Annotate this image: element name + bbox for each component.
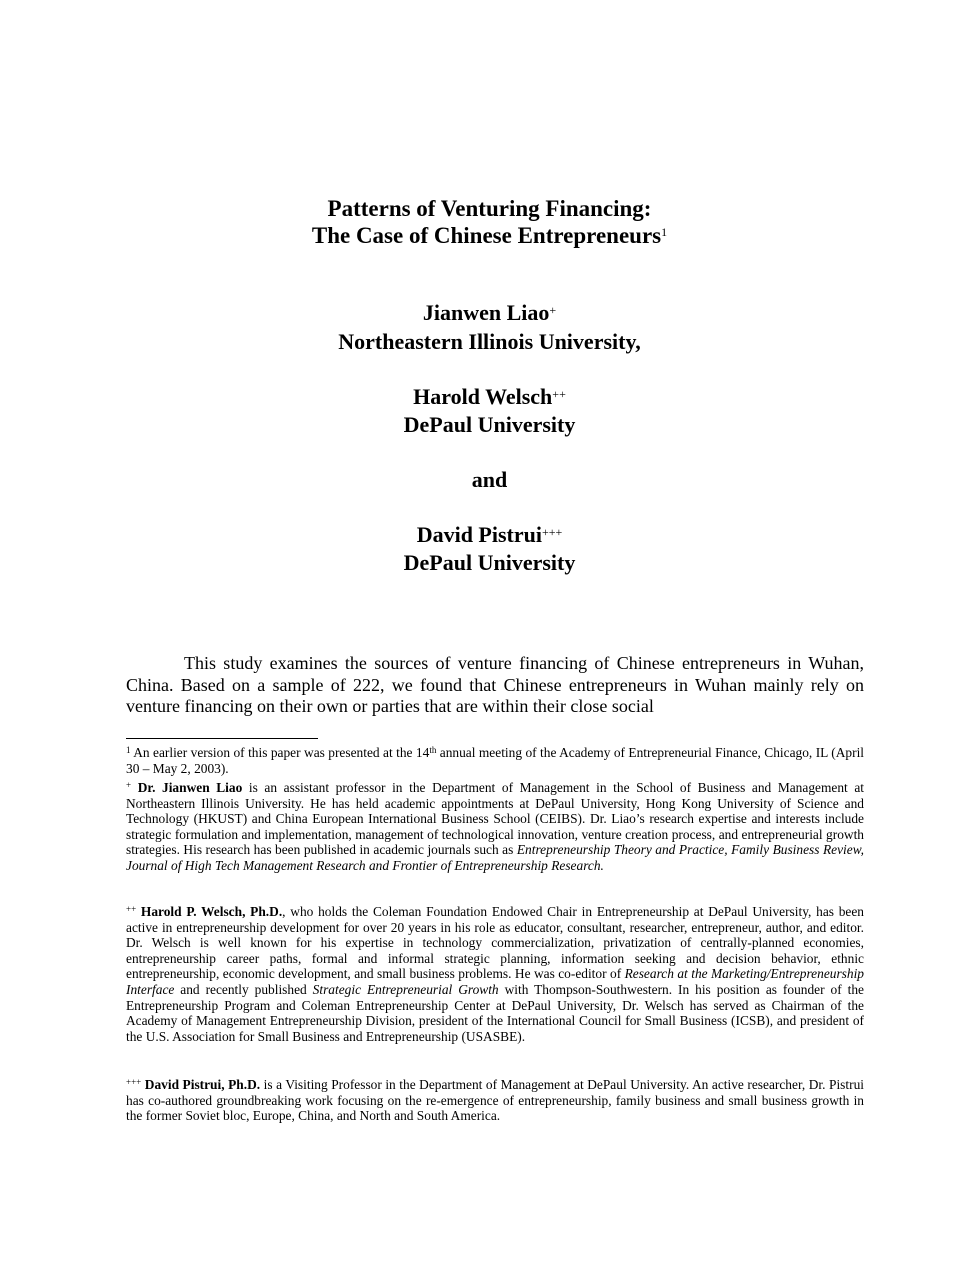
author-conjunction: and [471,467,508,492]
footnote-pistrui: +++ David Pistrui, Ph.D. is a Visiting Professor in the Department of Management at DePaul University. An active researcher, Dr. Pistrui has co-authored groundbreaking work focusing on the re-emergence of entrepreneurship, family business and small business growth in the former Soviet bloc, Europe, China, and North and South America. [126,1077,864,1124]
footnote-welsch: ++ Harold P. Welsch, Ph.D., who holds the Coleman Foundation Endowed Chair in Entrepreneurship at DePaul University, has been active in entrepreneurship development for over 20 years in his role as educator, consultant, researcher, entrepreneur, author, and editor. Dr. Welsch is well known for his expertise in technology commercialization, privatization of centrally-planned economies, entrepreneurship career paths, formal and informal strategic planning, information seeking and decision behavior, ethnic entrepreneurship, economic development, and small business problems. He was co-editor of Research at the Marketing/Entrepreneurship Interface and recently published Strategic Entrepreneurial Growth with Thompson-Southwestern. In his position as founder of the Entrepreneurship Program and Coleman Entrepreneurship Center at DePaul University, Dr. Welsch has served as Chairman of the Academy of Management Entrepreneurship Division, president of the International Council for Small Business (ICSB), and president of the U.S. Association for Small Business and Entrepreneurship (USASBE). [126,904,865,1044]
abstract-paragraph: This study examines the sources of venture financing of Chinese entrepreneurs in Wuhan, China. Based on a sample of 222, we found that Chinese entrepreneurs in Wuhan mainly rely on venture financing on their own or parties that are within their close social [126,653,864,716]
author-name-liao: Jianwen Liao+ [422,300,557,325]
footnote-separator [126,738,318,739]
footnote-ref-1: 1 [661,225,668,239]
footnote-liao: + Dr. Jianwen Liao is an assistant professor in the Department of Management in the School of Business and Management at Northeastern Illinois University. He has held academic appointments at DePaul University, Hong Kong University of Science and Technology (HKUST) and China European International Business School (CEIBS). Dr. Liao’s research expertise and interests include strategic formulation and implementation, management of technological innovation, venture creation process, and entrepreneurial growth strategies. His research has been published in academic journals such as Entrepreneurship Theory and Practice, Family Business Review, Journal of High Tech Management Research and Frontier of Entrepreneurship Research. [126,780,864,873]
paper-title-line2: The Case of Chinese Entrepreneurs$^1$ [311,223,668,248]
paper-title-line1: Patterns of Venturing Financing: [327,196,652,221]
author-name-pistrui: David Pistrui+++ [416,522,563,547]
author-affiliation-welsch: DePaul University [403,412,576,437]
footnote-ref-plusplusplus: +++ [541,525,563,539]
footnote-1: $^1$ An earlier version of this paper was presented at the 14th annual meeting of the Academy of Entrepreneurial Finance, Chicago, IL (April 30 – May 2, 2003). [126,745,865,776]
footnote-ref-plusplus: ++ [552,387,566,401]
author-affiliation-pistrui: DePaul University [403,550,576,575]
author-affiliation-liao: Northeastern Illinois University, [338,329,641,354]
author-name-welsch: Harold Welsch++ [413,384,566,409]
footnote-ref-plus: + [549,303,557,317]
